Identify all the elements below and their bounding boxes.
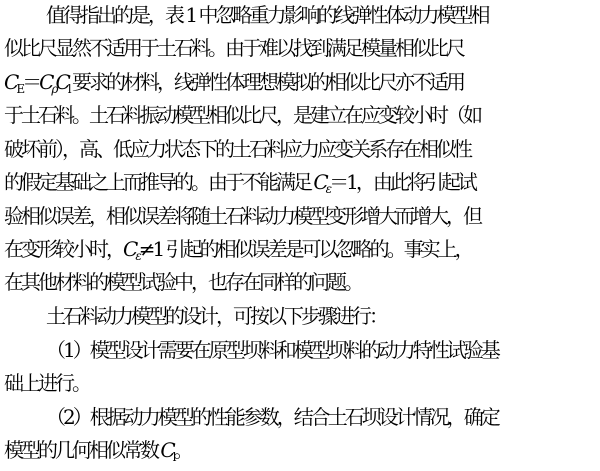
paragraph1-line2: 似比尺显然不适用于土石料。由于难以找到满足模量相似比尺 xyxy=(4,36,463,60)
text-run: 在变形较小时， xyxy=(4,237,123,261)
step2-line2 xyxy=(4,436,600,464)
text-run: ＝1，由此将引起试 xyxy=(329,170,475,194)
step1-line1: （1）模型设计需要在原型坝料和模型坝料的动力特性试验基 xyxy=(46,338,498,362)
paragraph1-line4: 于土石料。土石料振动模型相似比尺，是建立在应变较小时（如 xyxy=(4,103,480,127)
text-run: 。 xyxy=(173,438,191,462)
var-c: C xyxy=(160,438,173,462)
text-run: 模型的几何相似常数 xyxy=(4,438,161,462)
text-run: ≠1 引起的相似误差是可以忽略的。事实上， xyxy=(138,237,472,261)
text-run: 的假定基础之上而推导的。由于不能满足 xyxy=(4,170,314,194)
var-c: C xyxy=(4,70,17,94)
paragraph1-line7: 验相似误差，相似误差将随土石料动力模型变形增大而增大，但 xyxy=(4,204,480,228)
text-run: 要求的材料，线弹性体理想模拟的相似比尺亦不适用 xyxy=(68,70,463,94)
paragraph1-line8 xyxy=(4,235,600,263)
subscript: l xyxy=(172,450,174,464)
subscript: l xyxy=(67,82,69,96)
paragraph1-line5: 破坏前），高、低应力状态下的土石料应力应变关系存在相似性 xyxy=(4,137,470,161)
subscript: ρ xyxy=(51,82,56,96)
var-c: C xyxy=(55,70,68,94)
paragraph1-line1: 值得指出的是，表 1 中忽略重力影响的线弹性体动力模型相 xyxy=(46,3,488,27)
paragraph1-line9: 在其他材料的模型试验中，也存在同样的问题。 xyxy=(4,270,361,294)
var-c: C xyxy=(39,70,52,94)
paragraph2-line1: 土石料动力模型的设计，可按以下步骤进行： xyxy=(46,304,386,328)
subscript: E xyxy=(16,82,23,96)
step1-line2: 础上进行。 xyxy=(4,371,89,395)
paragraph1-line3 xyxy=(4,68,600,96)
equals-sign: ＝ xyxy=(22,70,40,94)
paragraph1-line6 xyxy=(4,168,600,196)
subscript: ε xyxy=(135,249,139,263)
var-c: C xyxy=(123,237,136,261)
subscript: ε xyxy=(325,182,330,196)
var-c: C xyxy=(313,170,326,194)
step2-line1: （2）根据动力模型的性能参数，结合土石坝设计情况，确定 xyxy=(46,405,498,429)
